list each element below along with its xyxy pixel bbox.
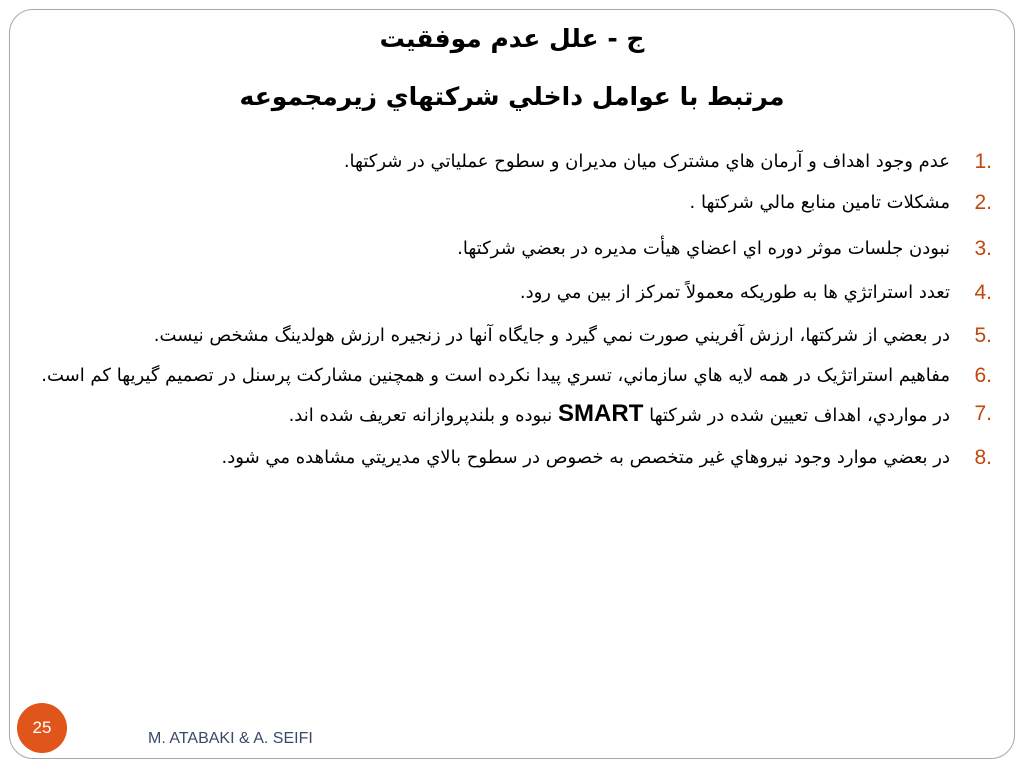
smart-keyword: SMART: [558, 400, 644, 427]
item-text: تعدد استراتژي ها به طوريکه معمولاً تمرکز از بين مي رود.: [519, 282, 950, 303]
slide-subtitle: مرتبط با عوامل داخلي شرکتهاي زيرمجموعه: [239, 82, 785, 111]
list-item: [36, 357, 994, 395]
list-item: [36, 399, 994, 431]
item-text: نبودن جلسات موثر دوره اي اعضاي هيأت مديره در بعضي شرکتها.: [457, 238, 950, 259]
list-item: [36, 281, 994, 305]
item-number: 4.: [974, 281, 992, 304]
slide-title: ج - علل عدم موفقيت: [379, 24, 645, 53]
item-text-before: در مواردي، اهداف تعيين شده در شرکتها: [643, 405, 950, 426]
item-number: 8.: [974, 446, 992, 469]
item-text: در بعضي از شرکتها، ارزش آفريني صورت نمي گيرد و جايگاه آنها در زنجيره ارزش هولدينگ مشخص نيست.: [153, 325, 950, 346]
item-text: عدم وجود اهداف و آرمان هاي مشترک ميان مديران و سطوح عملياتي در شرکتها.: [343, 151, 950, 172]
item-text-after: نبوده و بلندپروازانه تعريف شده اند.: [288, 405, 559, 426]
item-number: 6.: [974, 364, 992, 387]
item-number: 1.: [974, 150, 992, 173]
item-number: 3.: [974, 237, 992, 260]
footer-authors: M. ATABAKI & A. SEIFI: [148, 730, 313, 747]
list-item: [36, 237, 994, 261]
reasons-list: [36, 150, 994, 477]
list-item: [36, 439, 994, 477]
item-text: مفاهيم استراتژيک در همه لايه هاي سازماني، تسري پيدا نکرده است و همچنين مشارکت پرسنل در تصميم گيريها کم است.: [41, 365, 950, 386]
item-text: مشکلات تامين منابع مالي شرکتها .: [689, 192, 950, 213]
list-item: [36, 191, 994, 215]
item-text: در بعضي موارد وجود نيروهاي غير متخصص به خصوص در سطوح بالاي مديريتي مشاهده مي شود.: [221, 447, 950, 468]
item-number: 5.: [974, 324, 992, 347]
page-number-badge: 25: [17, 703, 67, 753]
item-number: 7.: [974, 402, 992, 425]
list-item: [36, 150, 994, 174]
list-item: [36, 317, 994, 355]
item-number: 2.: [974, 191, 992, 214]
